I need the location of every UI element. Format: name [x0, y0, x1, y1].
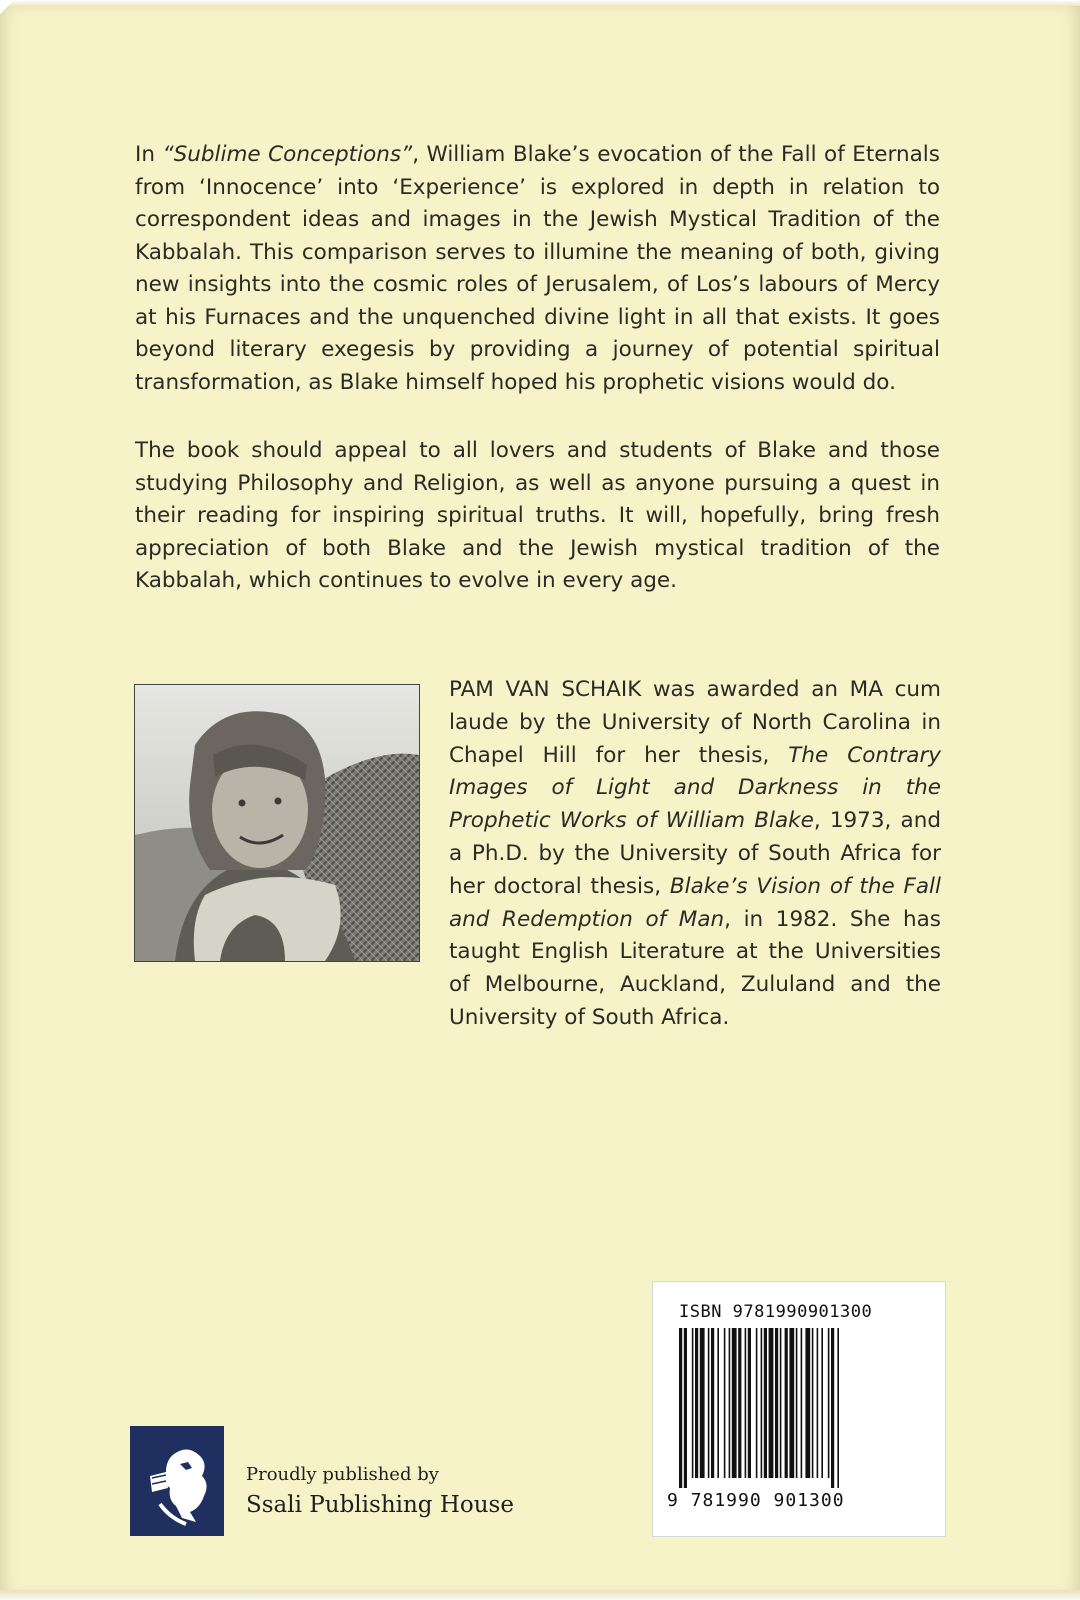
publisher-tagline: Proudly published by [246, 1464, 439, 1485]
lion-book-icon [130, 1426, 224, 1536]
description-paragraph-1 [135, 139, 940, 399]
cover-bottom-edge [0, 1590, 1080, 1600]
thesis-title-ma: The Contrary Images of Light and Darkness in the Prophetic Works of William Blake [449, 742, 942, 834]
book-title: “Sublime Conceptions” [162, 142, 413, 167]
author-bio-end: , in 1982. She has taught English Literature at the Universities of Melbourne, Auckland, Zululand and the University of South Africa. [449, 906, 942, 1030]
publisher-name: Ssali Publishing House [246, 1492, 514, 1518]
author-bio-middle: , 1973, and a Ph.D. by the University of South Africa for her doctoral thesis, [449, 808, 941, 899]
description-lead: In [135, 142, 163, 167]
worn-corner [0, 0, 14, 14]
thesis-title-phd: Blake’s Vision of the Fall and Redemption of Man [449, 873, 941, 932]
isbn-digits: 9 781990 901300 [667, 1490, 845, 1511]
isbn-text: ISBN 9781990901300 [679, 1302, 873, 1322]
author-bio-intro: PAM VAN SCHAIK was awarded an MA cum laude by the University of North Carolina in Chapel Hill for her thesis, [449, 677, 941, 768]
publisher-logo [130, 1426, 224, 1536]
publisher-block [246, 1462, 514, 1522]
author-bio [449, 674, 941, 1035]
author-portrait-illustration [135, 685, 419, 961]
description-paragraph-2: The book should appeal to all lovers and students of Blake and those studying Philosophy and Religion, as well as anyone pursuing a quest in their reading for inspiring spiritual truths. It will, hopefully, bring fresh appreciation of both Blake and the Jewish mystical tradition of the Kabbalah, which continues to evolve in every age. [135, 438, 940, 593]
isbn-barcode-label [652, 1281, 946, 1537]
author-photo [134, 684, 420, 962]
cover-top-edge [0, 0, 1080, 6]
barcode-icon [675, 1328, 925, 1488]
description-body: , William Blake’s evocation of the Fall of Eternals from ‘Innocence’ into ‘Experience’ is explored in depth in relation to correspondent ideas and images in the Jewish Mystical Tradition of the Kabbalah. This comparison serves to illumine the meaning of both, giving new insights into the cosmic roles of Jerusalem, of Los’s labours of Mercy at his Furnaces and the unquenched divine light in all that exists. It goes beyond literary exegesis by providing a journey of potential spiritual transformation, as Blake himself hoped his prophetic visions would do. [135, 142, 940, 395]
